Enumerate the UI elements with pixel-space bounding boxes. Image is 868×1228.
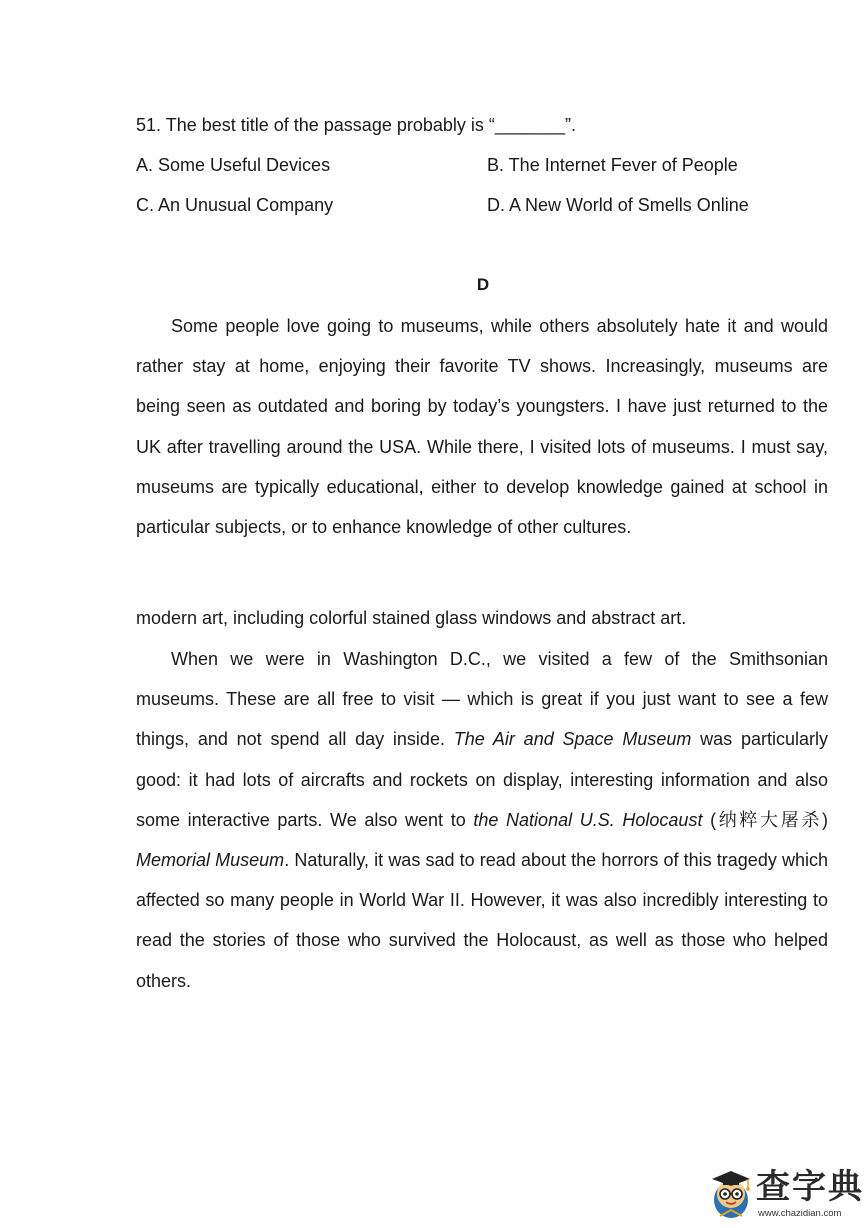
paragraph-3-text-2: was particularly good: it had lots of aircrafts and rockets on display, interesting information and also some interactive parts. We also went to: [136, 729, 829, 830]
option-b: B. The Internet Fever of People: [487, 155, 738, 175]
passage-paragraph-3: [136, 639, 828, 1001]
option-a: A. Some Useful Devices: [136, 155, 331, 175]
passage-paragraph-2: modern art, including colorful stained glass windows and abstract art.: [136, 608, 687, 628]
option-d: D. A New World of Smells Online: [487, 195, 749, 215]
museum-name-holocaust: the National U.S. Holocaust: [473, 809, 703, 830]
chinese-gloss: (纳粹大屠杀): [702, 809, 828, 830]
paragraph-3-text-3: . Naturally, it was sad to read about the horrors of this tragedy which affected so many people in World War II. However, it was also incredibly interesting to read the stories of those who survived the Holocaust, as well as those who helped others.: [136, 850, 828, 991]
passage-paragraph-1: Some people love going to museums, while others absolutely hate it and would rather stay at home, enjoying their favorite TV shows. Increasingly, museums are being seen as outdated and boring by today’s youngsters. I have just returned to the UK after travelling around the USA. While there, I visited lots of museums. I must say, museums are typically educational, either to develop knowledge gained at school in particular subjects, or to enhance knowledge of other cultures.: [136, 316, 828, 538]
option-c: C. An Unusual Company: [136, 195, 334, 215]
watermark-url: www.chazidian.com: [758, 1208, 842, 1219]
museum-name-air-and-space: The Air and Space Museum: [453, 729, 692, 750]
question-stem: 51. The best title of the passage probably is “_______”.: [136, 115, 576, 135]
watermark-logo: [708, 1166, 864, 1224]
section-title: D: [476, 275, 490, 294]
graduate-mascot-icon: [708, 1166, 754, 1222]
paragraph-3-text-1: When we were in Washington D.C., we visited a few of the Smithsonian museums. These are all free to visit — which is great if you just want to see a few things, and not spend all day inside.: [136, 649, 828, 750]
museum-name-memorial: Memorial Museum: [136, 850, 285, 871]
watermark-brand-text: 查字典: [756, 1168, 864, 1206]
